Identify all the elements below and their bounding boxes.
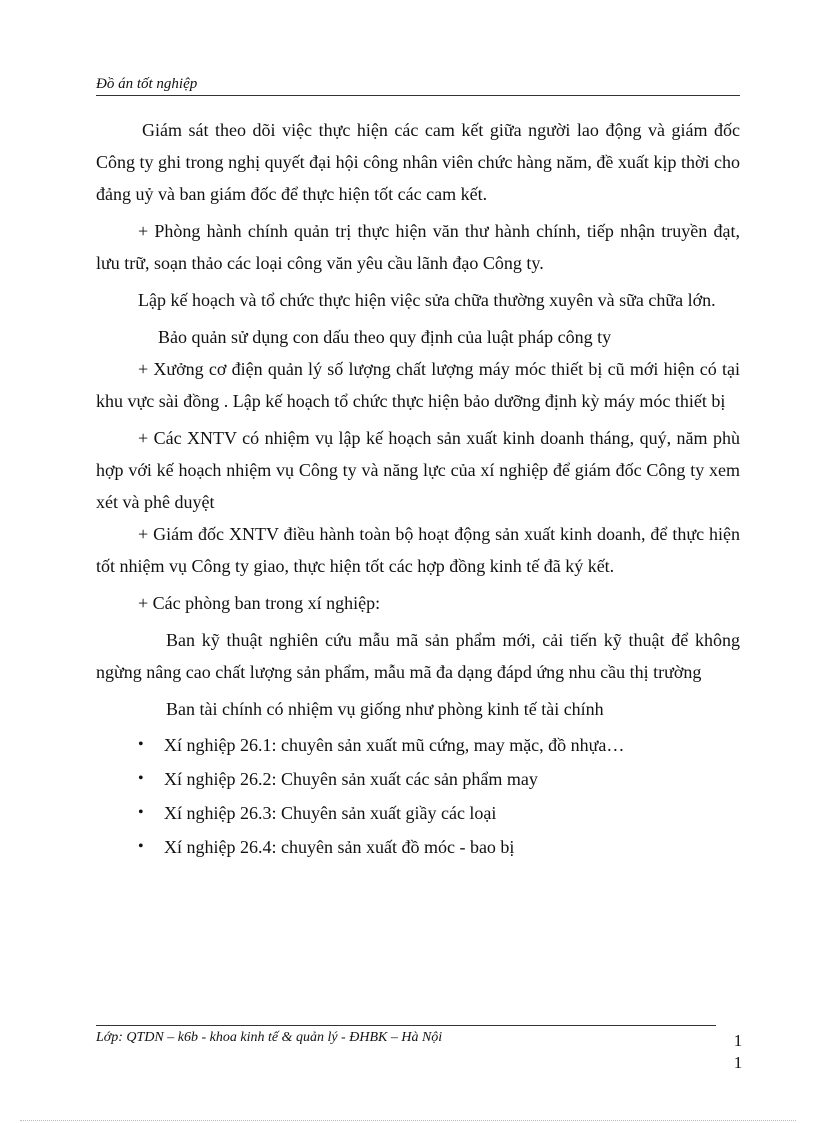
page-header: Đồ án tốt nghiệp xyxy=(96,76,740,96)
paragraph-4: Bảo quản sử dụng con dấu theo quy định của luật pháp công ty xyxy=(158,327,612,347)
page-number xyxy=(732,1030,744,1074)
page-number-top: 1 xyxy=(733,1031,743,1050)
paragraph-7: + Giám đốc XNTV điều hành toàn bộ hoạt động sản xuất kinh doanh, để thực hiện tốt nhiệm vụ Công ty giao, thực hiện tốt các hợp đồng kinh tế đã ký kết. xyxy=(96,524,740,576)
list-item xyxy=(96,831,740,863)
paragraph-2: + Phòng hành chính quản trị thực hiện văn thư hành chính, tiếp nhận truyền đạt, lưu trữ, soạn thảo các loại công văn yêu cầu lãnh đạo Công ty. xyxy=(96,221,740,273)
paragraph-10: Ban tài chính có nhiệm vụ giống như phòng kinh tế tài chính xyxy=(166,699,604,719)
list-item-text: Xí nghiệp 26.2: Chuyên sản xuất các sản phẩm may xyxy=(164,769,538,789)
document-body xyxy=(96,114,740,865)
list-item xyxy=(96,797,740,829)
list-item xyxy=(96,763,740,795)
paragraph-8: + Các phòng ban trong xí nghiệp: xyxy=(138,593,381,613)
bullet-list xyxy=(96,729,740,863)
bullet-icon: • xyxy=(138,770,144,787)
list-item-text: Xí nghiệp 26.1: chuyên sản xuất mũ cứng, may mặc, đồ nhựa… xyxy=(164,735,625,755)
bullet-icon: • xyxy=(138,736,144,753)
page-footer: Lớp: QTDN – k6b - khoa kinh tế & quản lý - ĐHBK – Hà Nội xyxy=(96,1030,443,1045)
list-item-text: Xí nghiệp 26.3: Chuyên sản xuất giầy các loại xyxy=(164,803,497,823)
list-item-text: Xí nghiệp 26.4: chuyên sản xuất đồ móc - bao bị xyxy=(164,837,515,857)
paragraph-3: Lập kế hoạch và tổ chức thực hiện việc sửa chữa thường xuyên và sữa chữa lớn. xyxy=(138,290,716,310)
paragraph-1: Giám sát theo dõi việc thực hiện các cam kết giữa người lao động và giám đốc Công ty ghi trong nghị quyết đại hội công nhân viên chức hàng năm, đề xuất kịp thời cho đảng uỷ và ban giám đốc để thực hiện tốt các cam kết. xyxy=(96,120,740,204)
page-number-bottom: 1 xyxy=(733,1053,743,1072)
bullet-icon: • xyxy=(138,838,144,855)
page-boundary xyxy=(20,1120,796,1121)
footer-divider xyxy=(96,1025,716,1026)
paragraph-5: + Xưởng cơ điện quản lý số lượng chất lượng máy móc thiết bị cũ mới hiện có tại khu vực sài đồng . Lập kế hoạch tổ chức thực hiện bảo dưỡng định kỳ máy móc thiết bị xyxy=(96,359,740,411)
list-item xyxy=(96,729,740,761)
paragraph-6: + Các XNTV có nhiệm vụ lập kế hoạch sản xuất kinh doanh tháng, quý, năm phù hợp với kế hoạch nhiệm vụ Công ty và năng lực của xí nghiệp để giám đốc Công ty xem xét và phê duyệt xyxy=(96,428,740,512)
paragraph-9: Ban kỹ thuật nghiên cứu mẫu mã sản phẩm mới, cải tiến kỹ thuật để không ngừng nâng cao chất lượng sản phẩm, mẫu mã đa dạng đápd ứng nhu cầu thị trường xyxy=(96,630,740,682)
bullet-icon: • xyxy=(138,804,144,821)
